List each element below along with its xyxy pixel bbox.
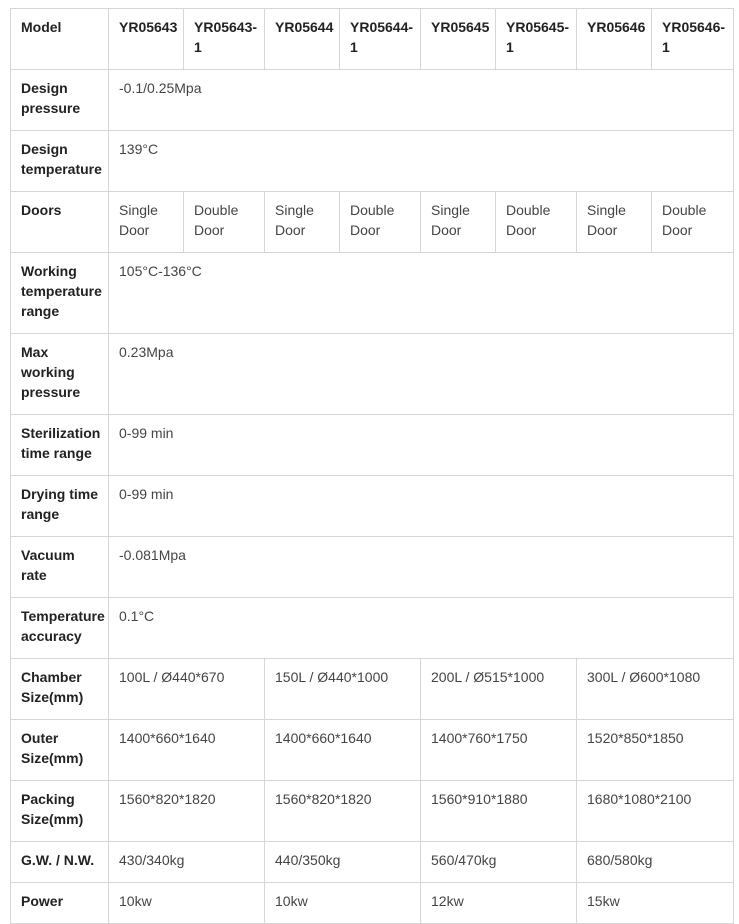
row-value: 100L / Ø440*670 [109, 659, 265, 720]
row-value: 0.23Mpa [109, 334, 734, 415]
table-row-packing-size [11, 781, 734, 842]
row-label: Design temperature [11, 131, 109, 192]
table-row-sterilization-time-range [11, 415, 734, 476]
spec-table [10, 8, 734, 924]
row-value: 430/340kg [109, 842, 265, 883]
door-cell: Single Door [265, 192, 340, 253]
row-value: 1400*660*1640 [109, 720, 265, 781]
model-cell: YR05645 [421, 9, 496, 70]
row-value: 680/580kg [577, 842, 734, 883]
row-label: Outer Size(mm) [11, 720, 109, 781]
row-value: 0-99 min [109, 415, 734, 476]
row-value: 560/470kg [421, 842, 577, 883]
row-label: Working temperature range [11, 253, 109, 334]
row-label: Packing Size(mm) [11, 781, 109, 842]
model-cell: YR05645-1 [496, 9, 577, 70]
table-row-vacuum-rate [11, 537, 734, 598]
row-value: 10kw [265, 883, 421, 924]
row-value: 150L / Ø440*1000 [265, 659, 421, 720]
row-value: 12kw [421, 883, 577, 924]
row-value: 200L / Ø515*1000 [421, 659, 577, 720]
door-cell: Double Door [340, 192, 421, 253]
table-row-weight [11, 842, 734, 883]
row-value: 1560*820*1820 [265, 781, 421, 842]
door-cell: Double Door [184, 192, 265, 253]
row-value: 1400*660*1640 [265, 720, 421, 781]
row-value: 0.1°C [109, 598, 734, 659]
row-value: 1680*1080*2100 [577, 781, 734, 842]
row-value: 1400*760*1750 [421, 720, 577, 781]
row-label: Doors [11, 192, 109, 253]
door-cell: Single Door [577, 192, 652, 253]
row-label: Temperature accuracy [11, 598, 109, 659]
row-label: Power [11, 883, 109, 924]
table-row-max-working-pressure [11, 334, 734, 415]
row-value: 440/350kg [265, 842, 421, 883]
door-cell: Single Door [421, 192, 496, 253]
door-cell: Double Door [652, 192, 734, 253]
row-value: 15kw [577, 883, 734, 924]
table-row-working-temperature-range [11, 253, 734, 334]
door-cell: Single Door [109, 192, 184, 253]
model-cell: YR05643 [109, 9, 184, 70]
table-row-design-temperature [11, 131, 734, 192]
row-value: 1560*910*1880 [421, 781, 577, 842]
table-row-design-pressure [11, 70, 734, 131]
row-value: 0-99 min [109, 476, 734, 537]
model-label: Model [11, 9, 109, 70]
row-value: 139°C [109, 131, 734, 192]
row-value: 10kw [109, 883, 265, 924]
row-value: 1520*850*1850 [577, 720, 734, 781]
model-cell: YR05644-1 [340, 9, 421, 70]
table-row-outer-size [11, 720, 734, 781]
row-label: G.W. / N.W. [11, 842, 109, 883]
row-label: Vacuum rate [11, 537, 109, 598]
table-row-power [11, 883, 734, 924]
row-label: Drying time range [11, 476, 109, 537]
table-row-chamber-size [11, 659, 734, 720]
table-row-drying-time-range [11, 476, 734, 537]
table-row-doors [11, 192, 734, 253]
row-label: Design pressure [11, 70, 109, 131]
row-label: Max working pressure [11, 334, 109, 415]
row-value: 300L / Ø600*1080 [577, 659, 734, 720]
model-cell: YR05644 [265, 9, 340, 70]
door-cell: Double Door [496, 192, 577, 253]
row-label: Sterilization time range [11, 415, 109, 476]
row-value: 105°C-136°C [109, 253, 734, 334]
row-label: Chamber Size(mm) [11, 659, 109, 720]
row-value: 1560*820*1820 [109, 781, 265, 842]
row-value: -0.1/0.25Mpa [109, 70, 734, 131]
model-cell: YR05643-1 [184, 9, 265, 70]
model-cell: YR05646-1 [652, 9, 734, 70]
model-cell: YR05646 [577, 9, 652, 70]
table-header-row [11, 9, 734, 70]
row-value: -0.081Mpa [109, 537, 734, 598]
table-row-temperature-accuracy [11, 598, 734, 659]
